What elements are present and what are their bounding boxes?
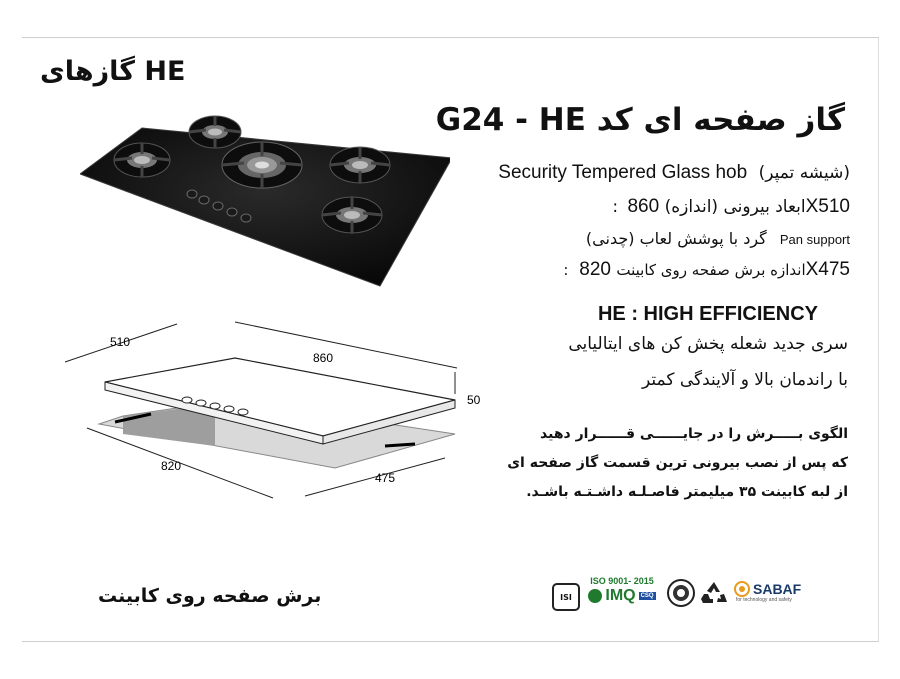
burner-wok-center [222,142,302,188]
sabaf-logo-icon [734,581,814,609]
cut-size-label: : اندازه برش صفحه روی کابینت [563,261,806,279]
install-note-line-2: که پس از نصب بیرونی ترین قسمت گاز صفحه ای [507,455,848,471]
burner-right-top [330,147,390,183]
dimensions-value: 860X510 [627,196,850,217]
width-label: 860 [313,351,334,365]
standard-mark-icon: ISI [552,583,580,611]
cut-depth-label: 475 [375,471,396,485]
glass-spec-line [498,162,850,184]
install-note-line-1: الگوی بـــــرش را در جایــــــی قــــــرار دهید [540,426,848,442]
burner-right-bottom [322,197,382,233]
cabinet-edge-right [385,444,415,446]
burner-small-left [114,143,170,177]
pan-support-en: Pan support [779,232,850,247]
cutout-caption: برش صفحه روی کابینت [98,585,322,607]
efficiency-line-1: سری جدید شعله پخش کن های ایتالیایی [568,334,848,354]
burner-small-top [189,116,241,148]
csq-label: CSQ [640,593,654,599]
iso-label: ISO 9001- 2015 [590,576,654,586]
recycle-icon [700,580,728,606]
pan-support-line [586,229,850,248]
width-dim-line [235,322,457,368]
pan-support-fa: (چدنی) گرد با پوشش لعاب [585,229,767,248]
cut-size-value: 820X475 [579,259,850,280]
depth-label: 510 [110,335,131,349]
dimensions-label: : ابعاد بیرونی (اندازه) [612,197,806,217]
cut-width-label: 820 [161,459,182,473]
dimension-diagram [55,310,495,510]
height-label: 50 [467,393,481,407]
efficiency-line-2: با راندمان بالا و آلایندگی کمتر [641,370,848,390]
series-title: گازهای HE [40,56,186,87]
cut-size-line [563,259,850,281]
model-title: گاز صفحه ای کد G24 - HE [435,102,845,138]
enet-seal-icon [667,579,695,607]
sabaf-label: SABAF [753,581,802,597]
imq-label: IMQ [605,587,636,604]
dimensions-line [612,196,850,218]
glass-spec-en: Security Tempered Glass hob [498,162,748,183]
sabaf-tagline: for technology and safety [736,597,792,603]
install-note-line-3: از لبه کابینت ۳۵ میلیمتر فاصـلـه داشـتـه باشـد. [526,484,848,500]
glass-spec-fa: (شیشه تمپر) [758,163,850,183]
efficiency-title: HE : HIGH EFFICIENCY [597,303,818,325]
imq-certification-icon [583,576,661,610]
product-image [80,110,450,290]
